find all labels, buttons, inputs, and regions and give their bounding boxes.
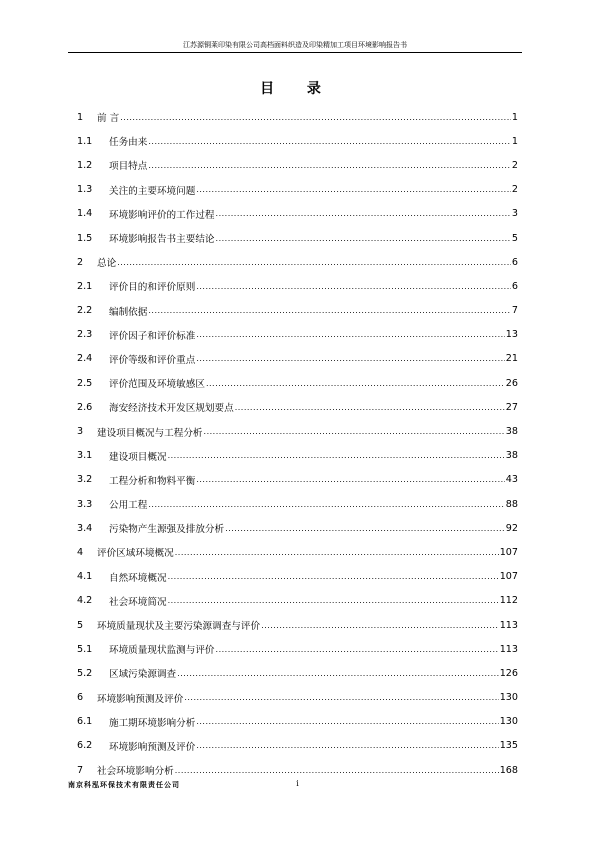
- toc-entry[interactable]: [77, 299, 518, 323]
- toc-dot-leader: [148, 500, 504, 509]
- toc-dot-leader: [148, 137, 511, 146]
- toc-entry[interactable]: [77, 323, 518, 347]
- toc-entry-number: 6.2: [77, 740, 93, 752]
- toc-entry-number: 1.3: [77, 184, 93, 196]
- toc-entry[interactable]: [77, 734, 518, 758]
- toc-entry-number: 3.2: [77, 474, 93, 486]
- toc-entry-title: 评价范围及环境敏感区: [109, 379, 205, 391]
- toc-entry-number: 6: [77, 692, 84, 704]
- toc-entry-page: 2: [511, 184, 518, 196]
- toc-entry[interactable]: [77, 686, 518, 710]
- toc-entry-page: 1: [511, 111, 518, 123]
- toc-entry-number: 7: [77, 764, 84, 776]
- toc-entry[interactable]: [77, 153, 518, 177]
- toc-entry-number: 5.2: [77, 667, 93, 679]
- toc-entry-page: 113: [499, 643, 518, 655]
- toc-entry-number: 3.1: [77, 450, 93, 462]
- toc-entry-page: 88: [505, 498, 518, 510]
- toc-entry-page: 6: [511, 256, 518, 268]
- table-of-contents: [77, 105, 518, 782]
- toc-entry-title: 环境影响预测及评价: [97, 693, 184, 705]
- toc-entry-number: 2.1: [77, 280, 93, 292]
- toc-entry-title: 任务由来: [109, 137, 148, 149]
- toc-entry-page: 126: [499, 667, 518, 679]
- toc-entry-page: 135: [499, 740, 518, 752]
- toc-entry-number: 1.2: [77, 159, 93, 171]
- toc-entry-number: 1.5: [77, 232, 93, 244]
- toc-entry-page: 7: [511, 305, 518, 317]
- toc-dot-leader: [117, 258, 511, 267]
- toc-entry-page: 107: [499, 571, 518, 583]
- footer-page-number: i: [296, 779, 299, 788]
- toc-entry[interactable]: [77, 419, 518, 443]
- toc-dot-leader: [184, 693, 498, 702]
- toc-entry-title: 自然环境概况: [109, 572, 167, 584]
- toc-entry[interactable]: [77, 444, 518, 468]
- page-title: 目 录: [260, 81, 335, 97]
- toc-entry-page: 6: [511, 280, 518, 292]
- toc-dot-leader: [196, 282, 511, 291]
- toc-entry[interactable]: [77, 468, 518, 492]
- toc-entry[interactable]: [77, 613, 518, 637]
- toc-dot-leader: [216, 209, 511, 218]
- toc-entry-number: 1.1: [77, 135, 93, 147]
- toc-entry-page: 5: [511, 232, 518, 244]
- toc-entry-title: 施工期环境影响分析: [109, 717, 196, 729]
- toc-entry[interactable]: [77, 274, 518, 298]
- toc-entry-number: 2.4: [77, 353, 93, 365]
- toc-entry[interactable]: [77, 202, 518, 226]
- toc-entry[interactable]: [77, 516, 518, 540]
- toc-dot-leader: [196, 717, 498, 726]
- toc-dot-leader: [261, 621, 499, 630]
- toc-dot-leader: [216, 234, 511, 243]
- toc-entry-page: 130: [499, 692, 518, 704]
- toc-entry-title: 评价等级和评价重点: [109, 354, 196, 366]
- toc-entry-number: 4.1: [77, 571, 93, 583]
- toc-entry-title: 建设项目概况与工程分析: [97, 427, 203, 439]
- toc-entry-page: 112: [499, 595, 518, 607]
- toc-entry-title: 建设项目概况: [109, 451, 167, 463]
- toc-dot-leader: [216, 645, 499, 654]
- toc-dot-leader: [177, 669, 499, 678]
- toc-entry-page: 43: [505, 474, 518, 486]
- toc-dot-leader: [196, 330, 504, 339]
- toc-entry-number: 2.5: [77, 377, 93, 389]
- toc-entry-title: 海安经济技术开发区规划要点: [109, 403, 234, 415]
- toc-dot-leader: [168, 451, 505, 460]
- toc-entry[interactable]: [77, 540, 518, 564]
- toc-entry[interactable]: [77, 347, 518, 371]
- toc-entry-number: 5.1: [77, 643, 93, 655]
- toc-entry-title: 环境影响预测及评价: [109, 741, 196, 753]
- toc-entry-title: 前 言: [97, 113, 120, 125]
- toc-dot-leader: [168, 572, 499, 581]
- toc-entry[interactable]: [77, 129, 518, 153]
- running-header: 江苏源铜莱印染有限公司高档面料织造及印染精加工项目环境影响报告书: [183, 41, 407, 49]
- toc-entry[interactable]: [77, 395, 518, 419]
- toc-entry-page: 107: [499, 546, 518, 558]
- header-divider: [68, 52, 522, 53]
- toc-entry-page: 26: [505, 377, 518, 389]
- toc-entry[interactable]: [77, 492, 518, 516]
- toc-entry-number: 3: [77, 426, 84, 438]
- toc-entry-page: 3: [511, 208, 518, 220]
- toc-dot-leader: [175, 766, 499, 775]
- toc-entry-title: 评价因子和评价标准: [109, 330, 196, 342]
- toc-entry-number: 1: [77, 111, 84, 123]
- footer-company: 南京科泓环保技术有限责任公司: [68, 780, 180, 789]
- toc-dot-leader: [196, 185, 511, 194]
- toc-entry-number: 6.1: [77, 716, 93, 728]
- toc-entry-title: 总论: [97, 258, 117, 270]
- toc-dot-leader: [206, 379, 505, 388]
- toc-dot-leader: [196, 354, 504, 363]
- toc-dot-leader: [148, 161, 511, 170]
- toc-entry[interactable]: [77, 661, 518, 685]
- toc-entry-number: 3.4: [77, 522, 93, 534]
- toc-entry-page: 92: [505, 522, 518, 534]
- toc-entry-title: 社会环境影响分析: [97, 766, 174, 778]
- toc-entry-page: 38: [505, 450, 518, 462]
- toc-entry[interactable]: [77, 710, 518, 734]
- toc-entry[interactable]: [77, 178, 518, 202]
- toc-entry-title: 评价目的和评价原则: [109, 282, 196, 294]
- toc-entry-page: 38: [505, 426, 518, 438]
- toc-dot-leader: [175, 548, 499, 557]
- toc-dot-leader: [148, 306, 511, 315]
- toc-entry[interactable]: [77, 371, 518, 395]
- toc-entry[interactable]: [77, 105, 518, 129]
- toc-dot-leader: [196, 475, 504, 484]
- toc-entry-title: 环境影响评价的工作过程: [109, 209, 215, 221]
- toc-entry-number: 2.6: [77, 401, 93, 413]
- toc-entry-page: 130: [499, 716, 518, 728]
- toc-entry[interactable]: [77, 250, 518, 274]
- toc-entry-title: 环境质量现状监测与评价: [109, 645, 215, 657]
- toc-entry-number: 2.3: [77, 329, 93, 341]
- toc-entry-title: 社会环境简况: [109, 596, 167, 608]
- toc-dot-leader: [225, 524, 505, 533]
- toc-entry-title: 环境影响报告书主要结论: [109, 234, 215, 246]
- toc-entry-title: 污染物产生源强及排放分析: [109, 524, 225, 536]
- toc-dot-leader: [204, 427, 505, 436]
- toc-entry[interactable]: [77, 226, 518, 250]
- toc-entry-title: 环境质量现状及主要污染源调查与评价: [97, 621, 261, 633]
- toc-entry-page: 168: [499, 764, 518, 776]
- toc-entry-page: 13: [505, 329, 518, 341]
- toc-entry-number: 2: [77, 256, 84, 268]
- toc-dot-leader: [196, 741, 498, 750]
- toc-entry-title: 区域污染源调查: [109, 669, 177, 681]
- toc-entry-number: 5: [77, 619, 84, 631]
- toc-entry-number: 4: [77, 546, 84, 558]
- toc-entry-page: 113: [499, 619, 518, 631]
- toc-entry-number: 2.2: [77, 305, 93, 317]
- toc-entry-title: 工程分析和物料平衡: [109, 475, 196, 487]
- toc-entry[interactable]: [77, 637, 518, 661]
- toc-entry-title: 编制依据: [109, 306, 148, 318]
- toc-dot-leader: [120, 113, 511, 122]
- toc-entry-title: 关注的主要环境问题: [109, 185, 196, 197]
- toc-dot-leader: [235, 403, 505, 412]
- toc-entry-number: 1.4: [77, 208, 93, 220]
- toc-entry-title: 评价区域环境概况: [97, 548, 174, 560]
- toc-entry[interactable]: [77, 565, 518, 589]
- toc-entry-page: 2: [511, 159, 518, 171]
- toc-entry-number: 3.3: [77, 498, 93, 510]
- toc-entry-page: 1: [511, 135, 518, 147]
- toc-entry-title: 项目特点: [109, 161, 148, 173]
- toc-entry-page: 21: [505, 353, 518, 365]
- toc-dot-leader: [168, 596, 499, 605]
- toc-entry[interactable]: [77, 589, 518, 613]
- toc-entry-page: 27: [505, 401, 518, 413]
- toc-entry-number: 4.2: [77, 595, 93, 607]
- toc-entry-title: 公用工程: [109, 500, 148, 512]
